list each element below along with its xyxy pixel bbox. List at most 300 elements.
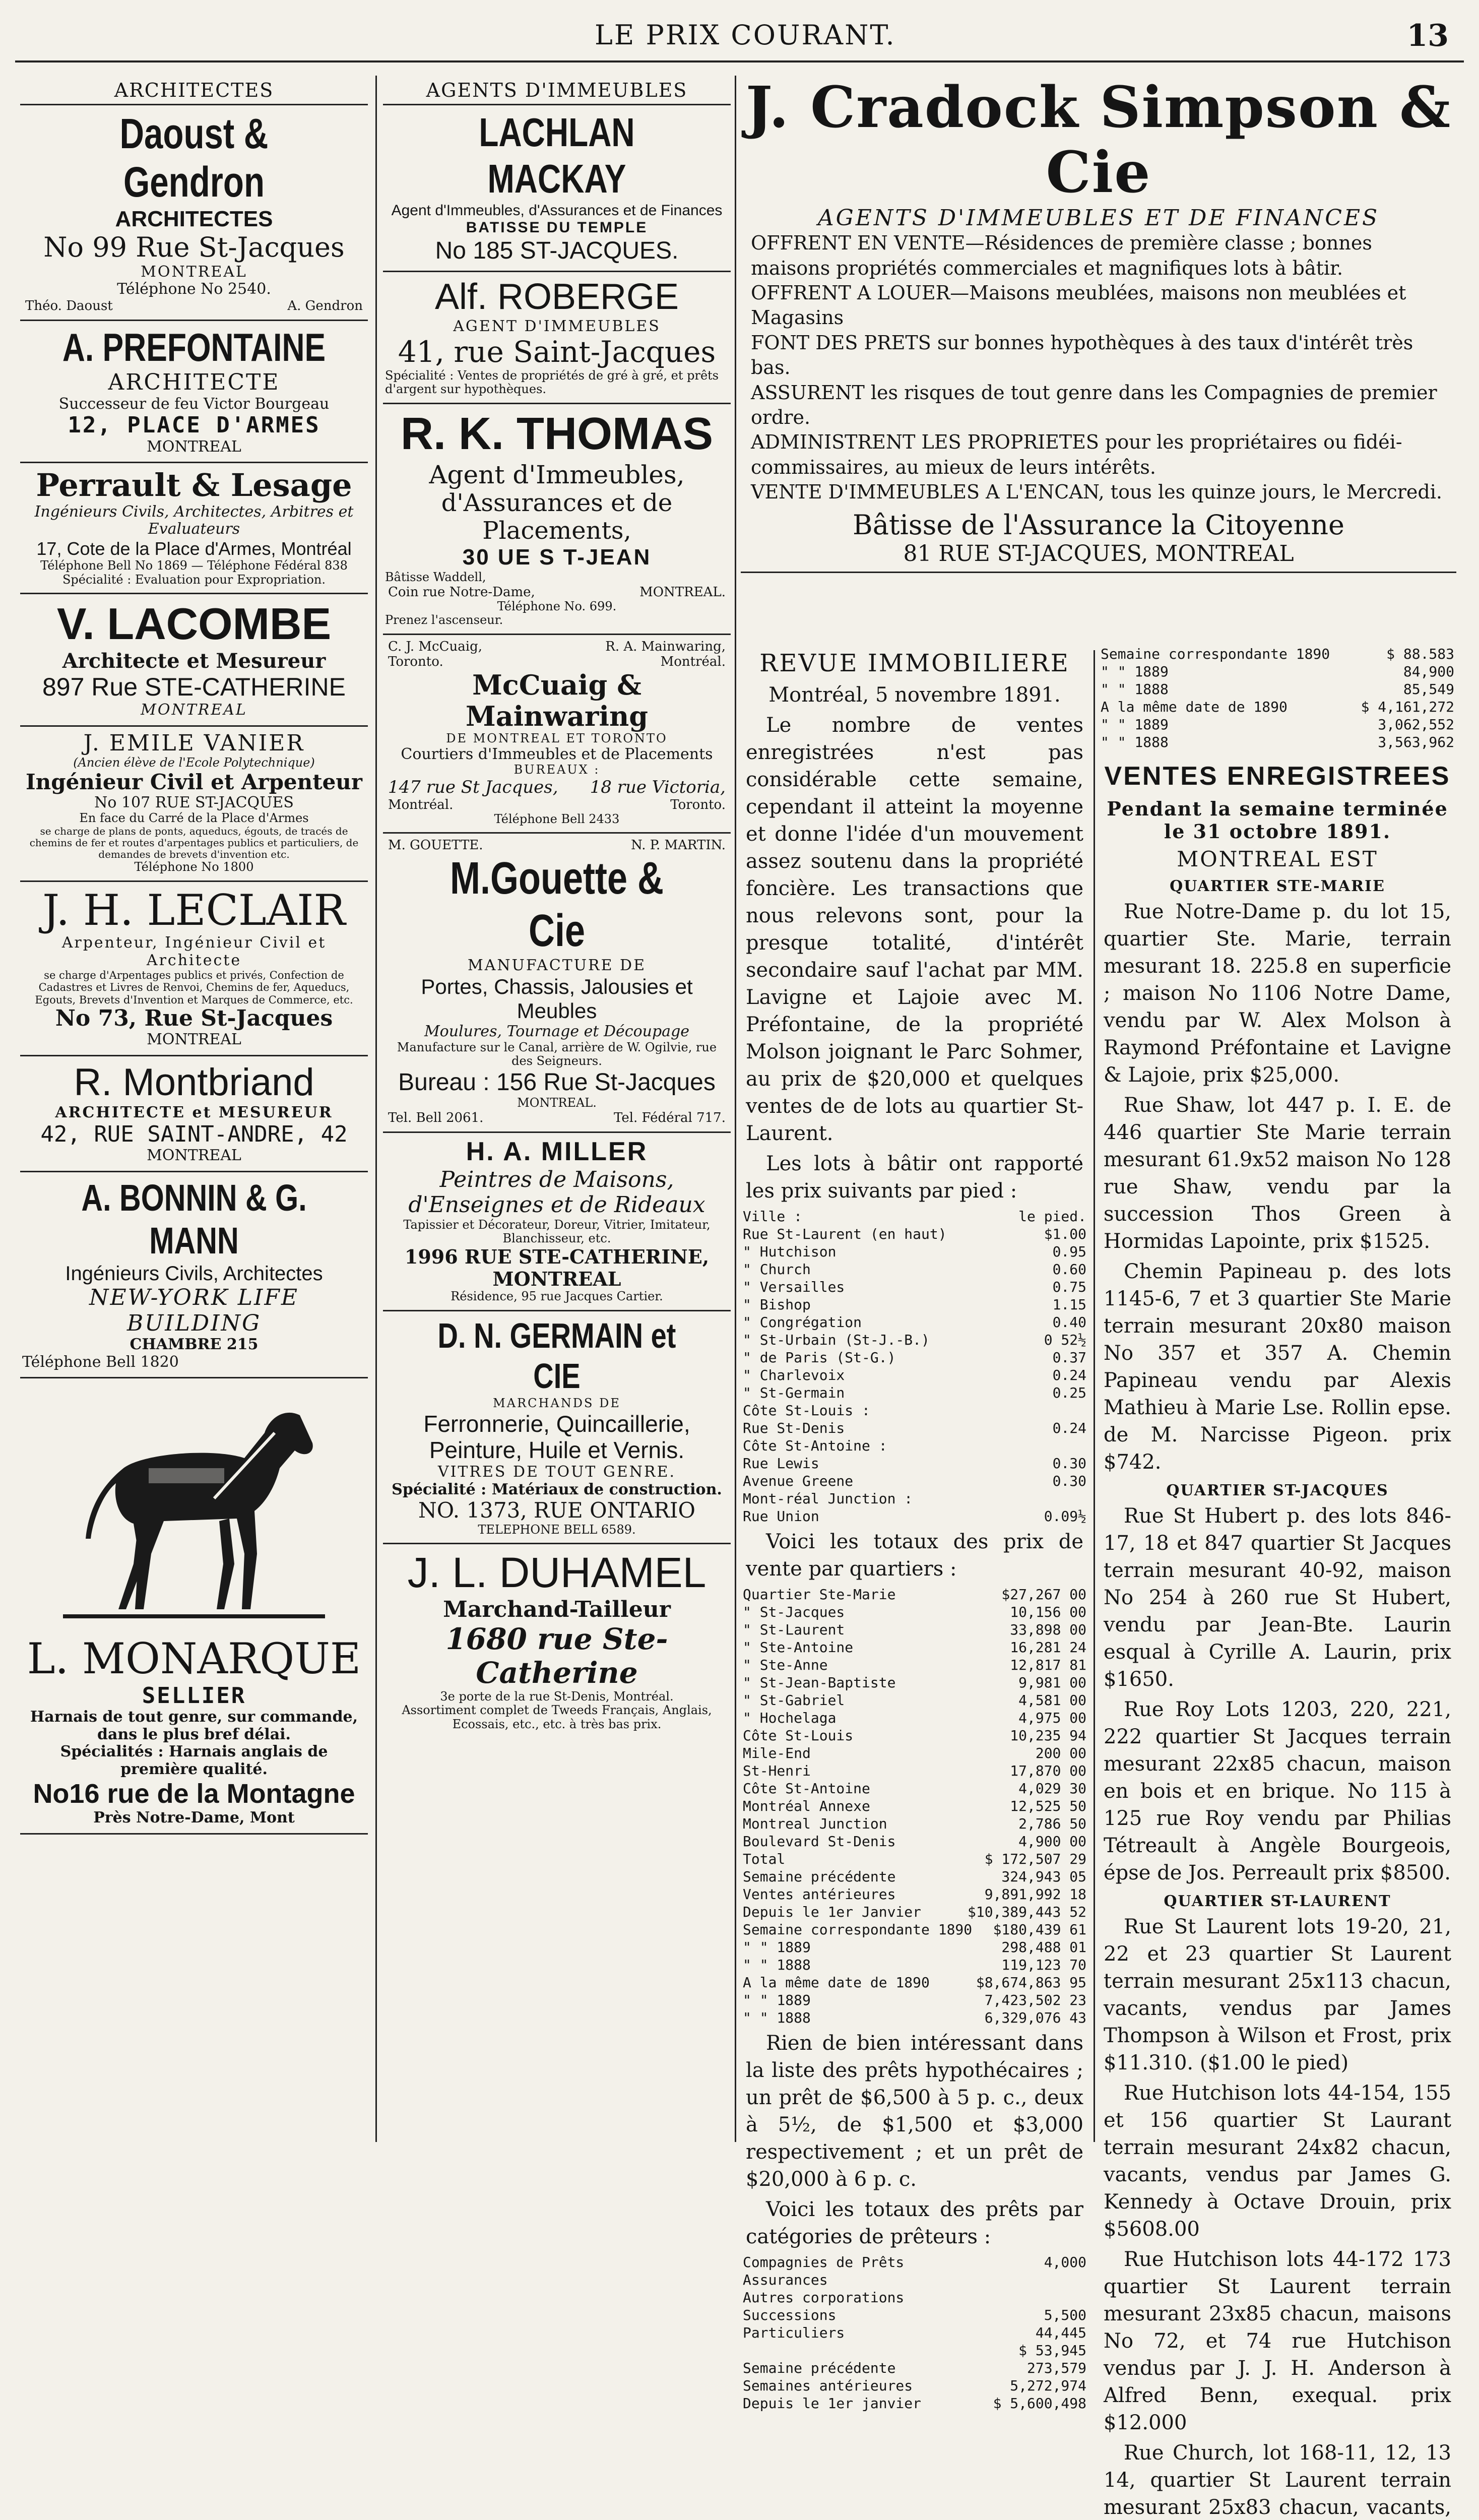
ad-perrault-lesage bbox=[20, 463, 368, 594]
ad-line: DE MONTREAL ET TORONTO bbox=[446, 731, 668, 745]
table-cell-value: $180,439 61 bbox=[993, 1921, 1086, 1938]
table-cell-label: Semaine précédente bbox=[743, 2360, 896, 2376]
table-cell-label: Rue St-Denis bbox=[743, 1420, 845, 1436]
ad-city: Toronto. bbox=[670, 797, 726, 812]
ad-phone: TELEPHONE BELL 6589. bbox=[478, 1522, 636, 1537]
revue-immobiliere bbox=[741, 645, 1088, 2412]
ad-city: MONTREAL. bbox=[517, 1096, 597, 1110]
table-row bbox=[741, 2342, 1088, 2359]
preteurs-table bbox=[741, 2253, 1088, 2342]
ad-line: Moulures, Tournage et Découpage bbox=[424, 1023, 690, 1041]
ad-role: Ingénieurs Civils, Architectes bbox=[65, 1262, 323, 1285]
table-row bbox=[741, 1903, 1088, 1921]
table-cell-value: 5,272,974 bbox=[1010, 2377, 1086, 2394]
ad-partner: C. J. McCuaig, bbox=[388, 639, 482, 654]
table-cell-label: St-Henri bbox=[743, 1762, 811, 1779]
ad-phone: Tel. Bell 2061. bbox=[388, 1110, 484, 1125]
ad-line: Spécialités : Harnais anglais de première qualité. bbox=[60, 1743, 328, 1778]
ad-mccuaig bbox=[383, 635, 731, 834]
ad-daoust-gendron bbox=[20, 105, 368, 321]
table-cell-label: " Hutchison bbox=[743, 1243, 837, 1260]
table-row bbox=[741, 2324, 1088, 2342]
ad-phone: Téléphone No. 699. bbox=[497, 599, 617, 613]
ad-role: Ingénieur Civil et Arpenteur bbox=[26, 769, 362, 794]
table-row bbox=[741, 1507, 1088, 1525]
table-row bbox=[741, 2009, 1088, 2027]
table-row bbox=[741, 1656, 1088, 1674]
table-cell-value: 9,981 00 bbox=[1018, 1674, 1086, 1691]
ad-name: A. PREFONTAINE bbox=[62, 325, 326, 369]
ad-bureaux: BUREAUX : bbox=[513, 763, 600, 777]
sale-entry: Rue St Laurent lots 19-20, 21, 22 et 23 quartier St Laurent terrain mesurant 25x113 chacun, vacants, vendus par James Thompson à Wilson et Frost, prix $11.310. ($1.00 le pied) bbox=[1104, 1915, 1451, 2074]
ad-address: NO. 1373, RUE ONTARIO bbox=[418, 1498, 695, 1523]
ad-address: 81 RUE ST-JACQUES, MONTREAL bbox=[903, 540, 1294, 566]
table-cell-value: 298,488 01 bbox=[1001, 1939, 1086, 1956]
table-cell-value: 119,123 70 bbox=[1001, 1957, 1086, 1973]
ad-city: MONTREAL bbox=[141, 701, 247, 719]
correspondante-table bbox=[741, 1921, 1088, 1974]
page-title: LE PRIX COURANT. bbox=[595, 19, 896, 51]
table-cell-label: Semaine précédente bbox=[743, 1868, 896, 1885]
table-cell-label: Mile-End bbox=[743, 1745, 811, 1761]
quartiers-table bbox=[741, 1586, 1088, 1850]
table-row bbox=[741, 1455, 1088, 1472]
table-row bbox=[1099, 733, 1456, 751]
table-cell-value: $1.00 bbox=[1044, 1226, 1086, 1242]
ad-role: AGENTS D'IMMEUBLES ET DE FINANCES bbox=[817, 205, 1380, 231]
table-cell-label: Autres corporations bbox=[743, 2289, 905, 2306]
sale-entry: Rue Church, lot 168-11, 12, 13 14, quartier St Laurent terrain mesurant 25x83 chacun, vacants, bbox=[1104, 2441, 1451, 2519]
table-cell-value: 10,156 00 bbox=[1010, 1604, 1086, 1620]
ad-line: Manufacture sur le Canal, arrière de W. Ogilvie, rue des Seigneurs. bbox=[397, 1040, 717, 1068]
ad-address: 1996 RUE STE-CATHERINE, MONTREAL bbox=[404, 1245, 710, 1290]
table-row bbox=[741, 2359, 1088, 2377]
table-cell-label: Montreal Junction bbox=[743, 1815, 887, 1832]
table-row bbox=[741, 1674, 1088, 1691]
ad-partner: R. A. Mainwaring, bbox=[605, 639, 726, 654]
ad-address: No 73, Rue St-Jacques bbox=[55, 1005, 333, 1031]
table-row bbox=[741, 1921, 1088, 1938]
ad-vanier bbox=[20, 727, 368, 882]
table-cell-value: $10,389,443 52 bbox=[967, 1904, 1086, 1920]
table-row bbox=[741, 1586, 1088, 1603]
right-meme-date-table bbox=[1099, 698, 1456, 751]
ad-name: Perrault & Lesage bbox=[36, 467, 352, 504]
ad-name: R. Montbriand bbox=[74, 1060, 314, 1104]
table-cell-value: 0.40 bbox=[1052, 1314, 1086, 1331]
table-cell-value: le pied. bbox=[1018, 1208, 1086, 1225]
table-cell-value: $ 172,507 29 bbox=[984, 1851, 1086, 1867]
table-row bbox=[741, 1402, 1088, 1419]
table-cell-label: " Ste-Anne bbox=[743, 1657, 828, 1673]
ad-name: J. H. LECLAIR bbox=[42, 885, 346, 935]
article-paragraph: Le nombre de ventes enregistrées n'est pas considérable cette semaine, cependant il atteint la moyenne et donne l'idée d'un mouvement assez soutenu dans la propriété foncière. Les transactions que nous relevons sont, pour la presque totalité, d'intérêt secondaire sauf l'achat par MM. Lavigne et Lajoie avec M. Préfontaine, de la propriété Molson joignant le Parc Sohmer, au prix de $20,000 et quelques ventes de de lots au quartier St-Laurent. bbox=[746, 714, 1083, 1145]
table-row bbox=[741, 1261, 1088, 1278]
ad-phone: Tel. Fédéral 717. bbox=[614, 1110, 726, 1125]
table-cell-value: 17,870 00 bbox=[1010, 1762, 1086, 1779]
ad-note: (Ancien élève de l'Ecole Polytechnique) bbox=[73, 755, 315, 770]
table-cell-label: A la même date de 1890 bbox=[1101, 699, 1288, 715]
ad-prefontaine bbox=[20, 321, 368, 464]
ad-role: Agent d'Immeubles, bbox=[429, 460, 685, 489]
totals-table bbox=[741, 1850, 1088, 1921]
ad-line: Harnais de tout genre, sur commande, dans le plus bref délai. bbox=[30, 1708, 358, 1743]
prets-totals-table bbox=[741, 2342, 1088, 2412]
ad-line: Portes, Chassis, Jalousies et Meubles bbox=[421, 974, 693, 1023]
table-cell-label: " Church bbox=[743, 1261, 811, 1278]
table-row bbox=[741, 1938, 1088, 1956]
table-cell-value: 2,786 50 bbox=[1018, 1815, 1086, 1832]
table-cell-label: " " 1889 bbox=[743, 1992, 811, 2008]
table-cell-label: " Ste-Antoine bbox=[743, 1639, 854, 1656]
ad-address: 41, rue Saint-Jacques bbox=[398, 335, 716, 369]
ad-cradock-simpson bbox=[741, 76, 1456, 573]
ad-line: se charge d'Arpentages publics et privés, Confection de Cadastres et Livres de Renvoi, Chemins de fer, Aqueducs, Egouts, Brevets d'Invention et Marques de Commerce, etc. bbox=[35, 969, 353, 1006]
table-cell-value: 0.60 bbox=[1052, 1261, 1086, 1278]
table-cell-value: 0.37 bbox=[1052, 1349, 1086, 1366]
ad-name: H. A. MILLER bbox=[466, 1137, 648, 1166]
column-architectes bbox=[20, 76, 368, 2142]
ad-partner: M. GOUETTE. bbox=[388, 838, 483, 853]
ad-line: 3e porte de la rue St-Denis, Montréal. bbox=[440, 1689, 674, 1704]
ad-bonnin-mann bbox=[20, 1172, 368, 1378]
table-cell-value: 0.75 bbox=[1052, 1279, 1086, 1295]
ad-name: McCuaig & Mainwaring bbox=[466, 668, 648, 732]
ad-line: OFFRENT EN VENTE—Résidences de première classe ; bonnes maisons propriétés commerciales et magnifiques lots à bâtir. bbox=[751, 232, 1372, 279]
table-cell-value: 9,891,992 18 bbox=[984, 1886, 1086, 1903]
table-row bbox=[1099, 680, 1456, 698]
table-cell-value: $ 53,945 bbox=[1018, 2342, 1086, 2359]
table-cell-value bbox=[999, 1437, 1088, 1455]
sale-entry: Rue Notre-Dame p. du lot 15, quartier Ste. Marie, terrain mesurant 18. 225.8 en superficie ; maison No 1106 Notre Dame, vendu par W. Alex Molson à Raymond Préfontaine et Lavigne & Lajoie, prix $25,000. bbox=[1104, 900, 1451, 1087]
table-cell-label: " " 1888 bbox=[1101, 734, 1169, 750]
table-cell-label: Ventes antérieures bbox=[743, 1886, 896, 1903]
ad-role: Architecte et Mesureur bbox=[62, 649, 326, 673]
table-row bbox=[741, 1366, 1088, 1384]
table-cell-label: Montréal Annexe bbox=[743, 1798, 870, 1814]
table-row bbox=[741, 1490, 1088, 1507]
table-row bbox=[741, 1313, 1088, 1331]
ventes-enregistrees bbox=[1099, 645, 1456, 2519]
table-cell-label: Assurances bbox=[743, 2272, 828, 2288]
ad-name: L. MONARQUE bbox=[27, 1634, 361, 1684]
table-cell-label: " " 1888 bbox=[743, 1957, 811, 1973]
table-cell-value: 44,445 bbox=[1035, 2324, 1086, 2341]
column-agents bbox=[383, 76, 731, 2142]
table-row bbox=[741, 1296, 1088, 1313]
ad-role: MANUFACTURE DE bbox=[467, 957, 646, 975]
quartier-heading: QUARTIER STE-MARIE bbox=[1170, 877, 1385, 895]
table-cell-label: Côte St-Louis bbox=[743, 1727, 854, 1744]
table-cell-value bbox=[1002, 2271, 1088, 2289]
ad-building: Bâtisse de l'Assurance la Citoyenne bbox=[853, 509, 1344, 541]
ad-line: Assortiment complet de Tweeds Français, Anglais, Ecossais, etc., etc. à très bas prix. bbox=[402, 1703, 712, 1731]
ad-partner: N. P. MARTIN. bbox=[631, 838, 726, 853]
table-cell-value: 10,235 94 bbox=[1010, 1727, 1086, 1744]
table-cell-value: $27,267 00 bbox=[1001, 1586, 1086, 1603]
table-cell-value: 85,549 bbox=[1403, 681, 1454, 698]
ad-line: VITRES DE TOUT GENRE. bbox=[437, 1463, 676, 1481]
table-row bbox=[741, 2271, 1088, 2289]
table-cell-label: Depuis le 1er janvier bbox=[743, 2395, 922, 2412]
ad-line: ADMINISTRENT LES PROPRIETES pour les propriétaires ou fidéi-commissaires, au mieux de leurs intérêts. bbox=[751, 431, 1402, 478]
table-row bbox=[741, 1974, 1088, 1991]
table-row bbox=[741, 1815, 1088, 1833]
table-cell-value: 12,525 50 bbox=[1010, 1798, 1086, 1814]
ad-address: 147 rue St Jacques, bbox=[388, 777, 558, 797]
table-row bbox=[741, 1727, 1088, 1744]
table-row bbox=[741, 1331, 1088, 1349]
column-divider bbox=[375, 76, 377, 2142]
ad-line: Résidence, 95 rue Jacques Cartier. bbox=[451, 1289, 663, 1304]
ad-role: ARCHITECTE bbox=[108, 369, 280, 396]
table-cell-value: 0.30 bbox=[1052, 1455, 1086, 1472]
ad-phone: Téléphone No 1800 bbox=[134, 860, 254, 874]
table-cell-value: 0.95 bbox=[1052, 1243, 1086, 1260]
ad-name: A. BONNIN & G. MANN bbox=[81, 1176, 307, 1262]
table-cell-value: 4,029 30 bbox=[1018, 1780, 1086, 1797]
table-cell-value: 33,898 00 bbox=[1010, 1621, 1086, 1638]
ad-name: J. L. DUHAMEL bbox=[407, 1549, 706, 1597]
ad-partner-city: Montréal. bbox=[660, 654, 726, 669]
ad-spec: Spécialité : Ventes de propriétés de gré à gré, et prêts d'argent sur hypothèques. bbox=[385, 368, 719, 397]
table-cell-label bbox=[741, 2342, 968, 2359]
table-cell-value: 1.15 bbox=[1052, 1296, 1086, 1313]
ad-phone: Téléphone Bell No 1869 — Téléphone Fédéral 838 bbox=[40, 558, 348, 573]
ad-role: Marchand-Tailleur bbox=[443, 1596, 671, 1622]
table-row bbox=[1099, 645, 1456, 663]
table-cell-label: " St-Gabriel bbox=[743, 1692, 845, 1709]
table-row bbox=[741, 1437, 1088, 1455]
table-cell-label: Mont-réal Junction : bbox=[743, 1490, 913, 1507]
table-cell-value: 0 52½ bbox=[1044, 1332, 1086, 1348]
ad-line: Bâtisse Waddell, bbox=[385, 570, 486, 585]
table-cell-value: 0.24 bbox=[1052, 1367, 1086, 1383]
ad-name: Daoust & Gendron bbox=[119, 109, 269, 206]
table-cell-label: Depuis le 1er Janvier bbox=[743, 1904, 922, 1920]
ad-line: Près Notre-Dame, Mont bbox=[93, 1809, 295, 1827]
ad-bureau: Bureau : 156 Rue St-Jacques bbox=[398, 1069, 716, 1096]
table-cell-label: " de Paris (St-G.) bbox=[743, 1349, 896, 1366]
meme-date-table bbox=[741, 1974, 1088, 2027]
table-cell-label: " St-Laurent bbox=[743, 1621, 845, 1638]
table-cell-label: " " 1889 bbox=[1101, 663, 1169, 680]
table-row bbox=[741, 1991, 1088, 2009]
table-cell-label: Avenue Greene bbox=[743, 1473, 854, 1489]
table-row bbox=[741, 1850, 1088, 1868]
ad-partner: Théo. Daoust bbox=[25, 298, 113, 313]
ad-leclair bbox=[20, 882, 368, 1056]
ad-mackay bbox=[383, 105, 731, 272]
ad-line: FONT DES PRETS sur bonnes hypothèques à des taux d'intérêt très bas. bbox=[751, 331, 1413, 379]
ad-address: 1680 rue Ste-Catherine bbox=[445, 1622, 668, 1690]
table-cell-value: $ 4,161,272 bbox=[1361, 699, 1454, 715]
ad-phone: Téléphone Bell 1820 bbox=[22, 1353, 179, 1371]
ad-partner-city: Toronto. bbox=[388, 654, 443, 669]
table-row bbox=[741, 1744, 1088, 1762]
table-row bbox=[741, 1797, 1088, 1815]
table-cell-value: 3,062,552 bbox=[1378, 716, 1454, 733]
article-title: REVUE IMMOBILIERE bbox=[759, 649, 1070, 677]
table-cell-label: Particuliers bbox=[743, 2324, 845, 2341]
ad-monarque bbox=[20, 1378, 368, 1835]
sale-entry: Rue Hutchison lots 44-154, 155 et 156 quartier St Laurant terrain mesurant 24x82 chacun, vacants, vendus par James G. Kennedy à Octave Drouin, prix $5608.00 bbox=[1104, 2082, 1451, 2241]
ad-address: No 107 RUE ST-JACQUES bbox=[94, 793, 294, 811]
table-row bbox=[741, 1243, 1088, 1261]
table-row bbox=[741, 1885, 1088, 1903]
table-row bbox=[741, 1278, 1088, 1296]
ad-address: 17, Cote de la Place d'Armes, Montréal bbox=[36, 538, 352, 559]
table-cell-label: " St-Urbain (St-J.-B.) bbox=[743, 1332, 930, 1348]
table-cell-label: Côte St-Louis : bbox=[743, 1402, 870, 1419]
ad-address: No 99 Rue St-Jacques bbox=[43, 231, 345, 264]
table-row bbox=[741, 1384, 1088, 1402]
ad-room: CHAMBRE 215 bbox=[130, 1336, 259, 1354]
table-row bbox=[741, 1603, 1088, 1621]
table-cell-value: 4,900 00 bbox=[1018, 1833, 1086, 1850]
ad-address: 30 UE S T-JEAN bbox=[462, 545, 652, 570]
page-header bbox=[0, 14, 1479, 59]
ad-role: MARCHANDS DE bbox=[493, 1396, 621, 1410]
table-cell-value: 273,579 bbox=[1026, 2360, 1086, 2376]
ad-gouette bbox=[383, 834, 731, 1133]
section-title: VENTES ENREGISTREES bbox=[1104, 762, 1451, 791]
table-cell-label: Ville : bbox=[743, 1208, 803, 1225]
horse-illustration bbox=[63, 1388, 325, 1629]
table-row bbox=[741, 1208, 1088, 1225]
right-correspondante-table bbox=[1099, 645, 1456, 698]
table-cell-label: " Versailles bbox=[743, 1279, 845, 1295]
table-cell-value: 84,900 bbox=[1403, 663, 1454, 680]
table-cell-label: Successions bbox=[743, 2307, 837, 2323]
sale-entry: Rue Roy Lots 1203, 220, 221, 222 quartier St Jacques terrain mesurant 22x85 chacun, maison en bois et en brique. No 115 à 125 rue Roy vendu par Philias Tétreault à Angèle Bourgeois, épse de Jos. Perreault prix $8500. bbox=[1104, 1698, 1451, 1884]
table-cell-label: Rue St-Laurent (en haut) bbox=[743, 1226, 947, 1242]
table-cell-value: 12,817 81 bbox=[1010, 1657, 1086, 1673]
table-row bbox=[741, 2253, 1088, 2271]
table-row bbox=[1099, 698, 1456, 716]
ad-role: SELLIER bbox=[142, 1682, 246, 1709]
table-cell-label: " " 1888 bbox=[1101, 681, 1169, 698]
ad-name: M.Gouette & Cie bbox=[450, 853, 664, 956]
ad-line: Tapissier et Décorateur, Doreur, Vitrier, Imitateur, Blanchisseur, etc. bbox=[403, 1217, 711, 1246]
table-row bbox=[741, 1349, 1088, 1366]
table-cell-value: 324,943 05 bbox=[1001, 1868, 1086, 1885]
table-cell-value: 0.30 bbox=[1052, 1473, 1086, 1489]
table-cell-value: $8,674,863 95 bbox=[976, 1974, 1086, 1991]
table-row bbox=[741, 2377, 1088, 2395]
table-cell-label: " " 1889 bbox=[743, 1939, 811, 1956]
section-heading: AGENTS D'IMMEUBLES bbox=[426, 79, 688, 101]
ad-spec: Spécialité : Matériaux de construction. bbox=[392, 1480, 722, 1498]
ad-roberge bbox=[383, 272, 731, 404]
table-row bbox=[741, 1833, 1088, 1850]
table-cell-label: Rue Union bbox=[743, 1508, 819, 1525]
ad-name: V. LACOMBE bbox=[56, 599, 332, 649]
table-cell-value: 5,500 bbox=[1044, 2307, 1086, 2323]
ad-address: No 185 ST-JACQUES. bbox=[435, 237, 679, 264]
table-cell-value: 4,581 00 bbox=[1018, 1692, 1086, 1709]
table-row bbox=[741, 1956, 1088, 1974]
ad-city: MONTREAL. bbox=[639, 584, 726, 600]
table-row bbox=[741, 2289, 1088, 2306]
table-cell-value bbox=[999, 1402, 1088, 1419]
table-cell-label: Semaine correspondante 1890 bbox=[743, 1921, 973, 1938]
table-cell-label: Boulevard St-Denis bbox=[743, 1833, 896, 1850]
ad-name: LACHLAN MACKAY bbox=[479, 109, 635, 201]
ad-line: Ferronnerie, Quincaillerie, Peinture, Huile et Vernis. bbox=[423, 1410, 690, 1464]
table-cell-label: " Congrégation bbox=[743, 1314, 862, 1331]
table-row bbox=[741, 1639, 1088, 1656]
ad-role: Ingénieurs Civils, Architectes, Arbitres et Evaluateurs bbox=[34, 502, 354, 538]
table-cell-value: 3,563,962 bbox=[1378, 734, 1454, 750]
table-row bbox=[741, 2306, 1088, 2324]
table-row bbox=[741, 1225, 1088, 1243]
table-cell-label: " St-Germain bbox=[743, 1384, 845, 1401]
table-cell-label: Semaine correspondante 1890 bbox=[1101, 646, 1330, 662]
lots-price-table bbox=[741, 1208, 1088, 1525]
ad-line: Coin rue Notre-Dame, bbox=[388, 584, 535, 600]
ad-role: ARCHITECTE et MESUREUR bbox=[55, 1104, 333, 1122]
ad-line: En face du Carré de la Place d'Armes bbox=[79, 811, 309, 826]
ad-city: MONTREAL bbox=[147, 437, 241, 456]
ad-building: NEW-YORK LIFE BUILDING bbox=[89, 1284, 299, 1336]
ad-phone: Téléphone Bell 2433 bbox=[494, 811, 620, 826]
ad-building: BATISSE DU TEMPLE bbox=[466, 219, 648, 236]
table-row bbox=[741, 1780, 1088, 1797]
page-number: 13 bbox=[1406, 18, 1449, 53]
ad-address: 12, PLACE D'ARMES bbox=[68, 412, 320, 438]
ad-city: MONTREAL bbox=[147, 1031, 241, 1049]
quartier-heading: QUARTIER ST-JACQUES bbox=[1166, 1482, 1389, 1499]
ad-role: AGENT D'IMMEUBLES bbox=[453, 317, 661, 335]
table-row bbox=[741, 1691, 1088, 1709]
ad-role: Arpenteur, Ingénieur Civil et Architecte bbox=[61, 934, 327, 969]
ad-line: Successeur de feu Victor Bourgeau bbox=[58, 395, 330, 413]
ad-role: ARCHITECTES bbox=[115, 206, 273, 231]
ad-role: Agent d'Immeubles, d'Assurances et de Finances bbox=[391, 202, 723, 219]
ad-role: Peintres de Maisons, d'Enseignes et de Rideaux bbox=[408, 1166, 705, 1218]
table-row bbox=[741, 1709, 1088, 1727]
ad-address: No16 rue de la Montagne bbox=[33, 1779, 355, 1809]
ad-address: 18 rue Victoria, bbox=[590, 777, 726, 797]
table-cell-label: Semaines antérieures bbox=[743, 2377, 913, 2394]
table-cell-label: " Bishop bbox=[743, 1296, 811, 1313]
table-cell-label: Rue Lewis bbox=[743, 1455, 819, 1472]
table-cell-label: Compagnies de Prêts bbox=[743, 2254, 905, 2271]
ad-spec: Spécialité : Evaluation pour Expropriation. bbox=[62, 572, 326, 587]
article-dateline: Montréal, 5 novembre 1891. bbox=[768, 683, 1061, 707]
ad-phone: Téléphone No 2540. bbox=[117, 280, 271, 298]
sale-entry: Rue Shaw, lot 447 p. I. E. de 446 quartier Ste Marie terrain mesurant 61.9x52 maison No 128 rue Shaw, vendu par la succession Thos Green à Hormidas Lapointe, prix $1525. bbox=[1104, 1094, 1451, 1253]
ad-name: Alf. ROBERGE bbox=[434, 276, 679, 317]
ad-line: Prenez l'ascenseur. bbox=[385, 613, 503, 627]
table-cell-value: 4,975 00 bbox=[1018, 1710, 1086, 1726]
table-row bbox=[741, 2395, 1088, 2412]
section-heading: ARCHITECTES bbox=[114, 79, 274, 101]
table-cell-label: " Hochelaga bbox=[743, 1710, 837, 1726]
table-cell-value: $ 88.583 bbox=[1386, 646, 1454, 662]
table-row bbox=[1099, 663, 1456, 680]
ad-name: J. Cradock Simpson & Cie bbox=[745, 75, 1452, 206]
sale-entry: Rue St Hubert p. des lots 846-17, 18 et 847 quartier St Jacques terrain mesurant 40-92, maison No 254 à 260 rue St Hubert, vendu par Jean-Bte. Laurin esqual à Cyrille A. Laurin, prix $1650. bbox=[1104, 1504, 1451, 1691]
table-cell-label: Côte St-Antoine : bbox=[743, 1437, 887, 1454]
ad-name: J. EMILE VANIER bbox=[83, 730, 305, 756]
table-row bbox=[741, 1762, 1088, 1780]
ad-city: MONTREAL bbox=[147, 1147, 241, 1165]
table-cell-label: A la même date de 1890 bbox=[743, 1974, 930, 1991]
ad-role: Courtiers d'Immeubles et de Placements bbox=[401, 745, 713, 763]
ad-rk-thomas bbox=[383, 404, 731, 635]
